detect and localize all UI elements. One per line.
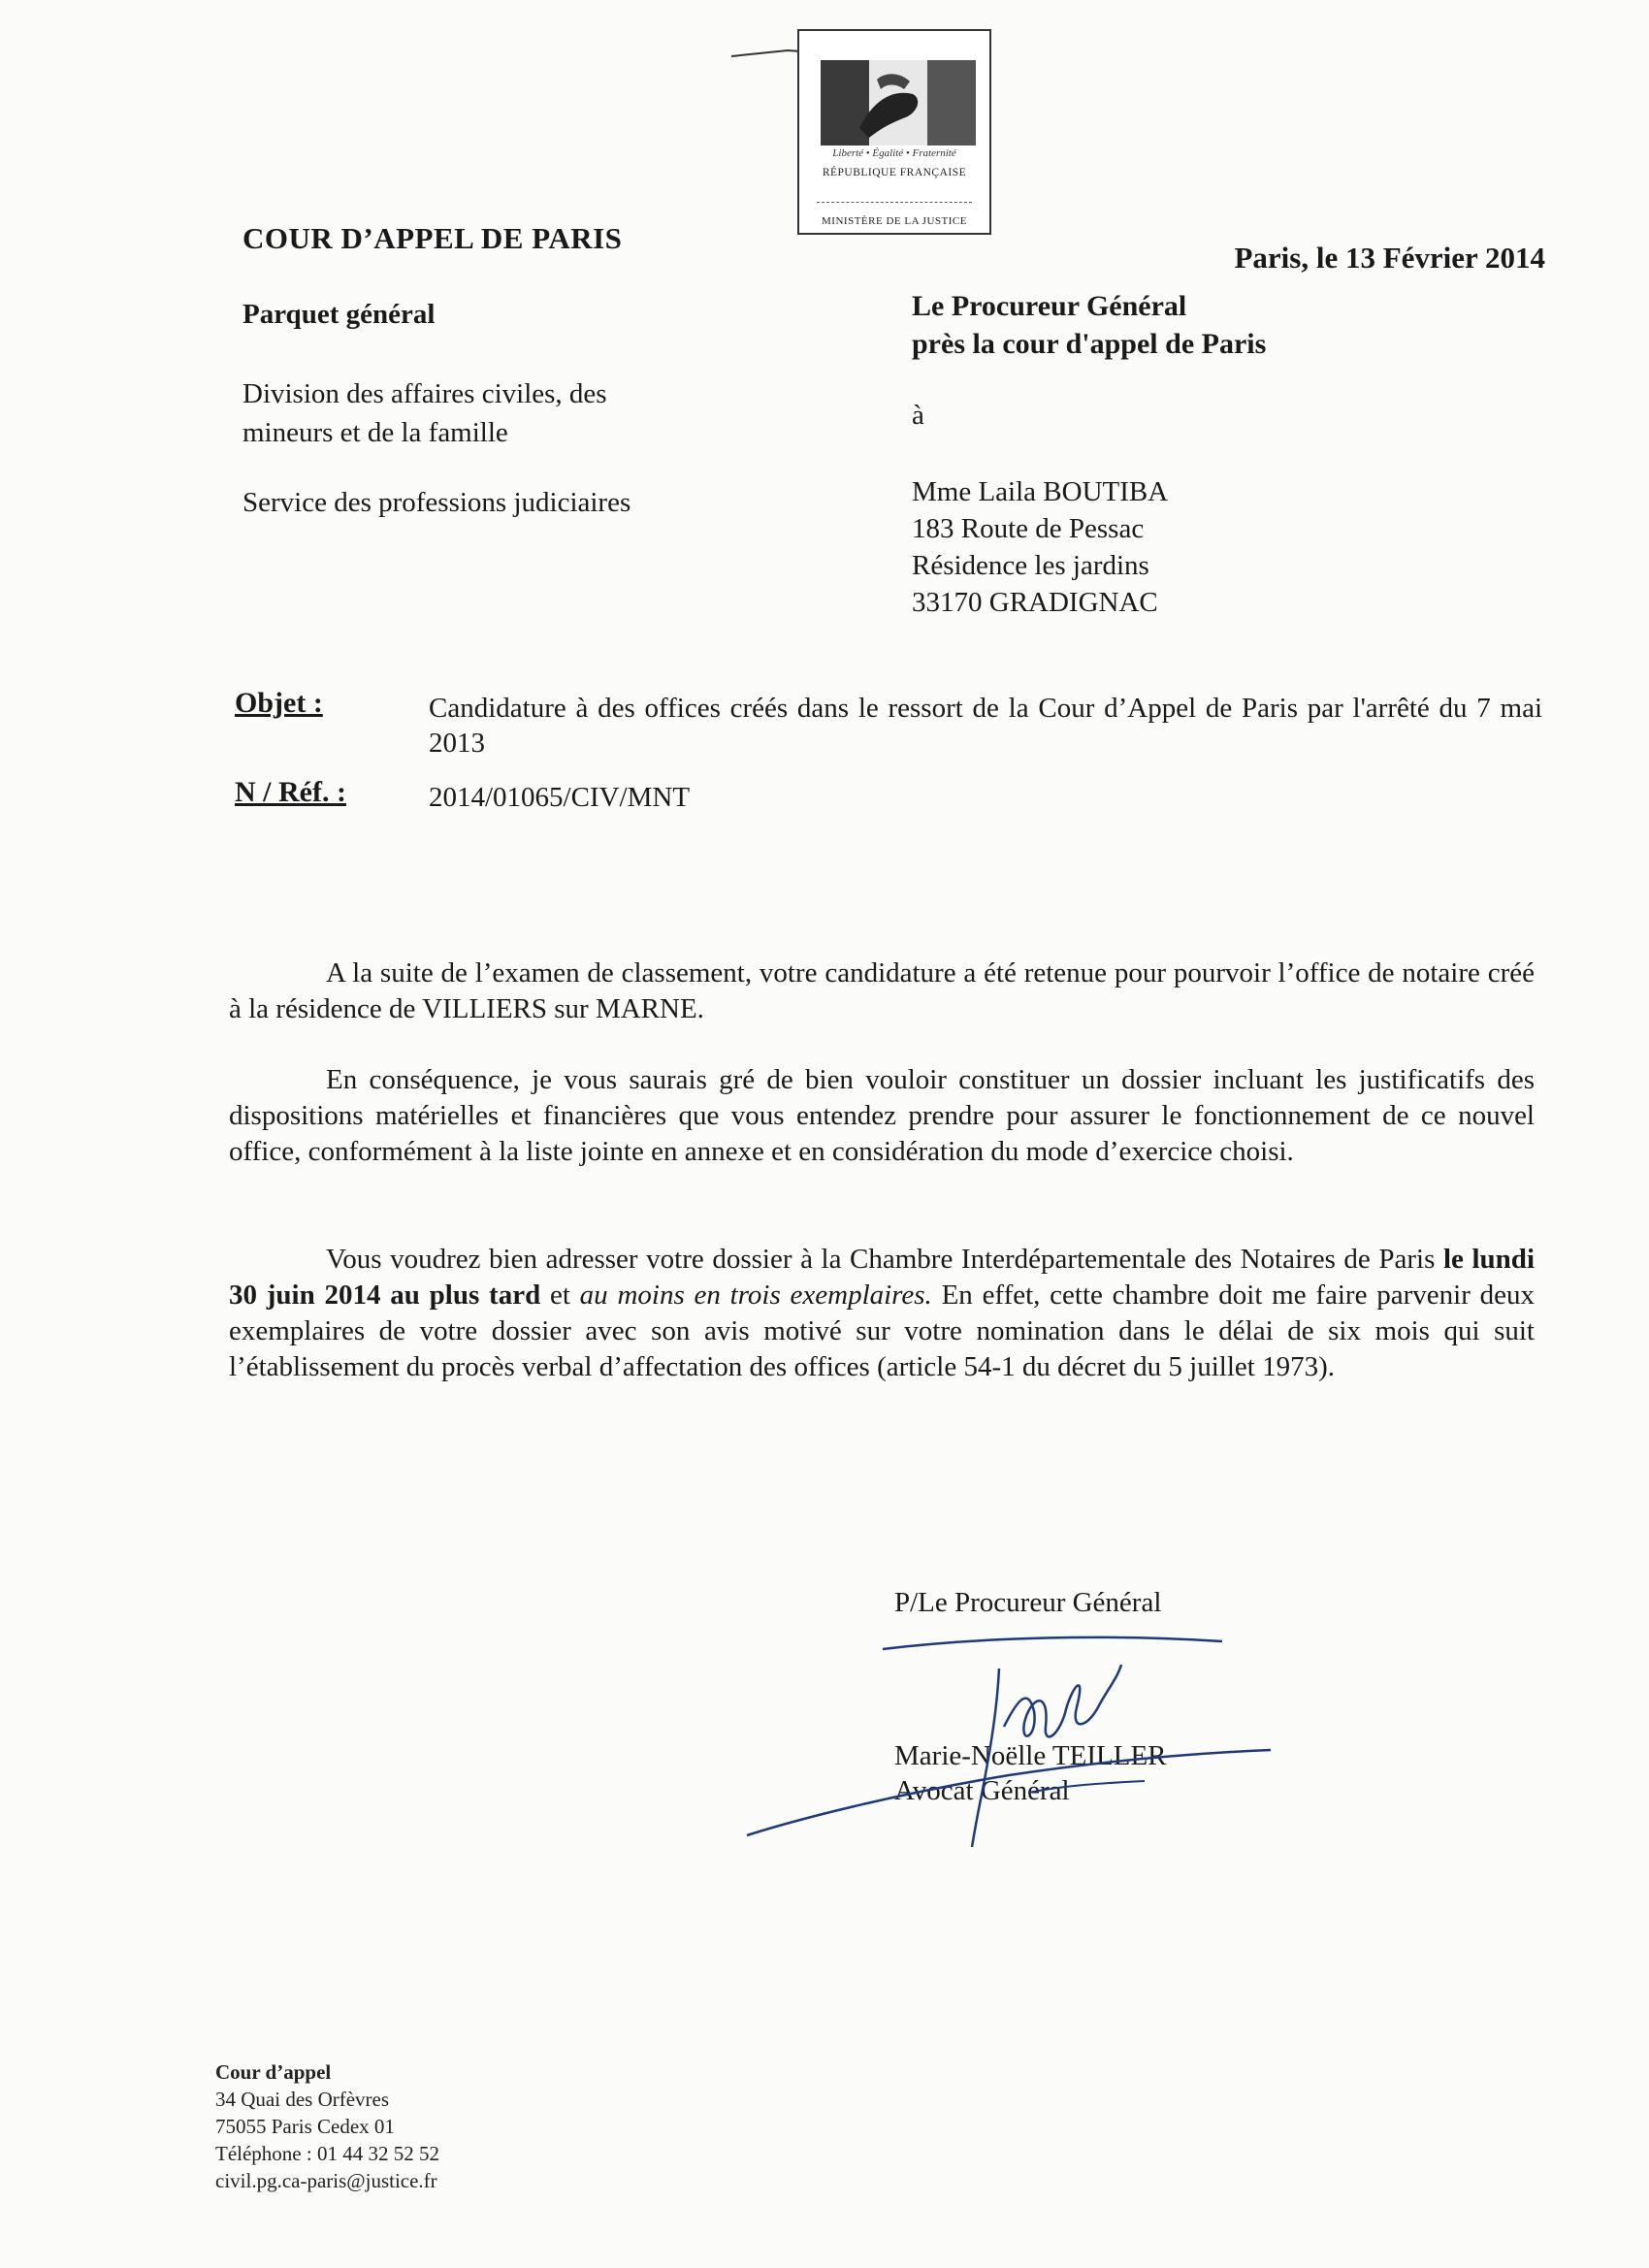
republic-motto: Liberté • Égalité • Fraternité [832,147,956,159]
letter-date: Paris, le 13 Février 2014 [1234,241,1545,275]
subject-text: Candidature à des offices créés dans le ressort de la Cour d’Appel de Paris par l'arrêté du 7 mai 2013 [429,693,1542,759]
signature-title: P/Le Procureur Général [894,1587,1162,1618]
paragraph-3-text-a: Vous voudrez bien adresser votre dossier à la Chambre Interdépartementale des Notaires de Paris [326,1244,1443,1275]
footer-email: civil.pg.ca-paris@justice.fr [215,2169,437,2192]
recipient-street: 183 Route de Pessac [912,513,1145,544]
reference-label: N / Réf. : [235,776,346,808]
recipient-address [912,473,1168,621]
paragraph-3-text-c: En effet, cette chambre doit me faire parvenir deux exemplaires de votre dossier avec son avis motivé sur votre nomination dans le délai de six mois qui suit l’établissement du procès verbal d’affectation des offices (article 54-1 du décret du 5 juillet 1973). [229,1280,1535,1382]
republique-francaise-logo [797,29,991,235]
footer-phone: Téléphone : 01 44 32 52 52 [215,2142,439,2165]
footer-org-name: Cour d’appel [215,2060,332,2084]
body-paragraph-3 [229,1242,1535,1385]
footer-address-line-1: 34 Quai des Orfèvres [215,2088,390,2111]
department-name: Parquet général [242,299,436,330]
sender-block [912,287,1266,363]
paragraph-1-text: A la suite de l’examen de classement, votre candidature a été retenue pour pourvoir l’office de notaire créé à la résidence de VILLIERS sur MARNE. [229,957,1535,1024]
service-name: Service des professions judiciaires [242,487,631,518]
handwritten-signature [737,1630,1280,1853]
division-line-2: mineurs et de la famille [242,417,508,448]
body-paragraph-2 [229,1062,1535,1170]
logo-divider [817,202,972,203]
court-name: COUR D’APPEL DE PARIS [242,221,623,255]
ministry-name: MINISTÈRE DE LA JUSTICE [822,215,967,227]
footer-address [215,2058,439,2194]
recipient-name: Mme Laila BOUTIBA [912,476,1169,507]
deadline-bold: le lundi 30 juin 2014 au plus tard [229,1244,1535,1311]
division-name [242,374,747,452]
paragraph-2-text: En conséquence, je vous saurais gré de bien vouloir constituer un dossier incluant les justificatifs des dispositions matérielles et financières que vous entendez prendre pour assurer le fonctionnement de ce nouvel office, conformément à la liste jointe en annexe et en considération du mode d’exercice choisi. [229,1064,1535,1167]
signer-role: Avocat Général [894,1775,1070,1806]
signer-name: Marie-Noëlle TEILLER [894,1740,1167,1771]
copies-italic: au moins en trois exemplaires. [579,1280,932,1311]
footer-address-line-2: 75055 Paris Cedex 01 [215,2115,395,2138]
recipient-residence: Résidence les jardins [912,550,1149,581]
marianne-flag-icon [821,60,976,146]
to-word: à [912,400,924,431]
republic-name: RÉPUBLIQUE FRANÇAISE [822,167,967,178]
paragraph-3-text-b: et [540,1280,580,1311]
division-line-1: Division des affaires civiles, des [242,378,607,409]
subject-label: Objet : [235,687,323,719]
body-paragraph-1 [229,956,1535,1027]
recipient-city: 33170 GRADIGNAC [912,587,1158,618]
sender-line-2: près la cour d'appel de Paris [912,328,1267,360]
sender-line-1: Le Procureur Général [912,290,1187,322]
reference-value: 2014/01065/CIV/MNT [429,782,691,813]
